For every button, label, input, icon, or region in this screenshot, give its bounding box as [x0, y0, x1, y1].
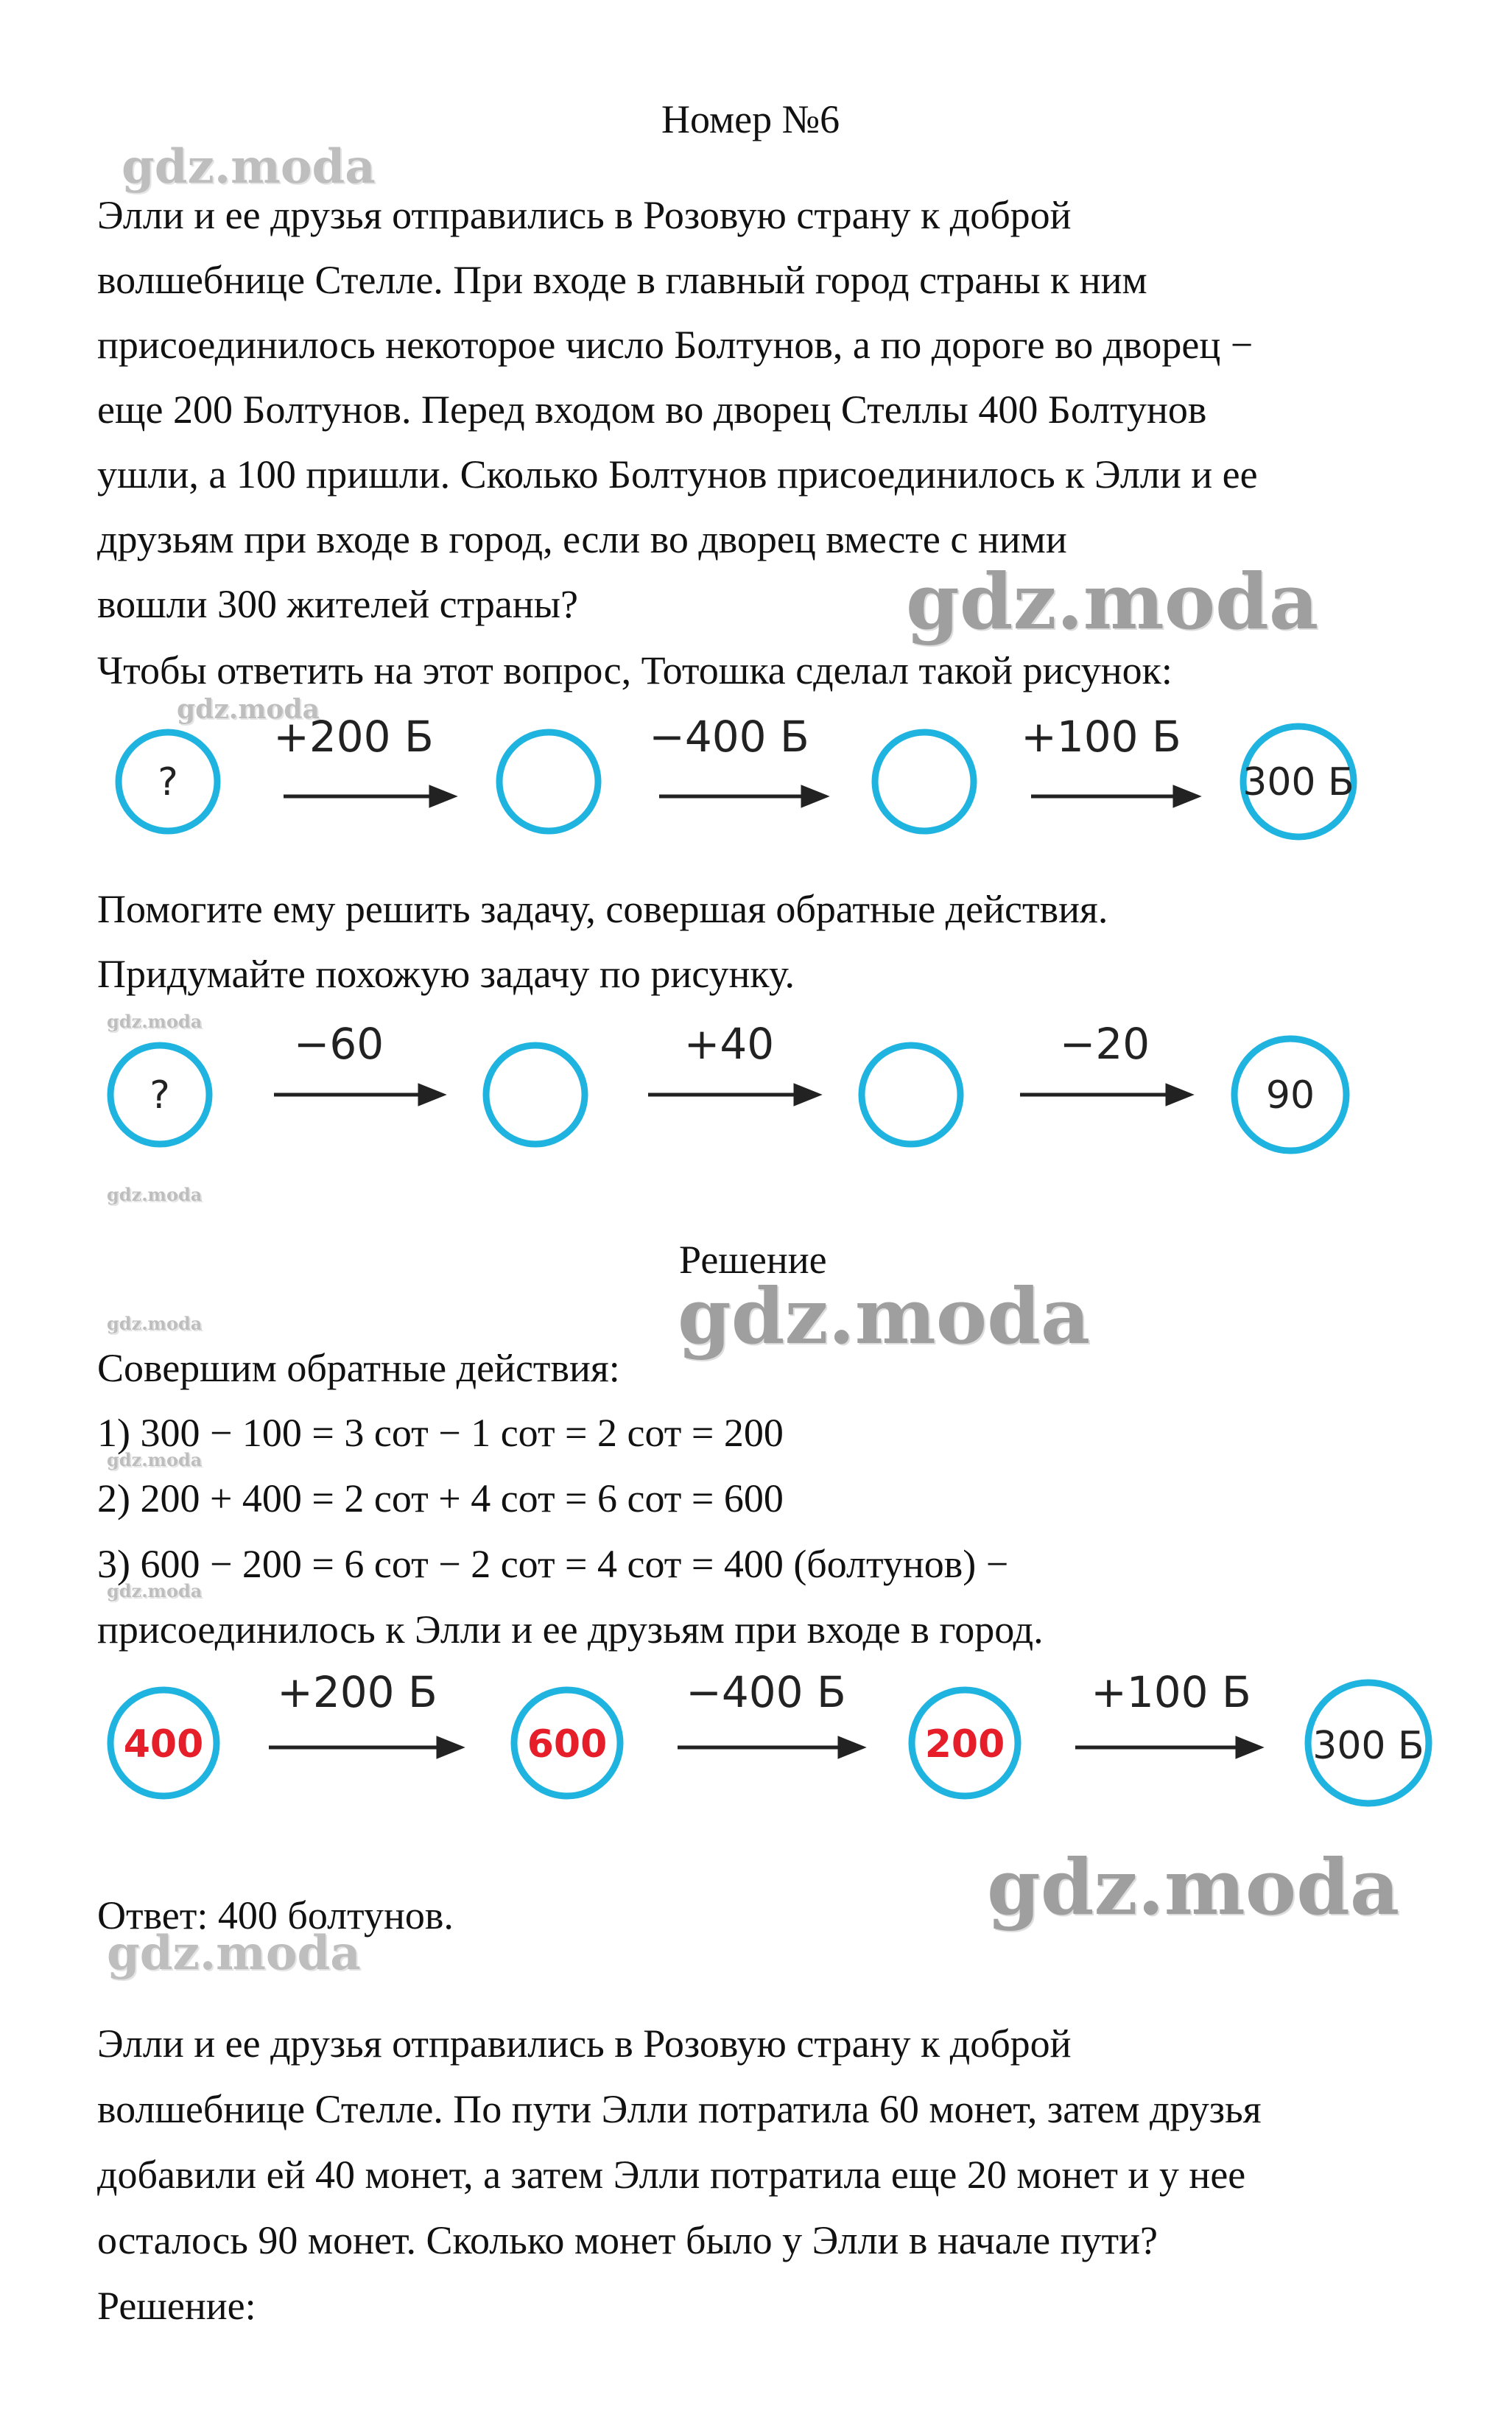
answer: Ответ: 400 болтунов.	[97, 1893, 454, 1937]
problem-line: присоединилось некоторое число Болтунов, а по дороге во дворец −	[97, 323, 1253, 367]
problem-line: вошли 300 жителей страны?	[97, 582, 578, 626]
solution-title: Решение	[679, 1238, 827, 1282]
circle-label: 300 Б	[1242, 760, 1354, 804]
operation-label: −400 Б	[686, 1669, 846, 1717]
problem-line: еще 200 Болтунов. Перед входом во дворец Стеллы 400 Болтунов	[97, 387, 1207, 432]
operation-label: −20	[1059, 1020, 1150, 1069]
problem-line: ушли, а 100 пришли. Сколько Болтунов присоединилось к Элли и ее	[97, 452, 1258, 497]
operation-label: −60	[293, 1020, 384, 1069]
arrow-icon	[284, 788, 1197, 805]
solution-line: 2) 200 + 400 = 2 сот + 4 сот = 6 сот = 600	[97, 1476, 784, 1521]
circle-label: 200	[924, 1722, 1005, 1767]
watermark: gdz.moda	[987, 1842, 1400, 1932]
page-title: Номер №6	[661, 97, 840, 141]
solution-line: 1) 300 − 100 = 3 сот − 1 сот = 2 сот = 200	[97, 1411, 784, 1455]
solution-line: Совершим обратные действия:	[97, 1346, 620, 1390]
problem-line: Элли и ее друзья отправились в Розовую страну к доброй	[97, 193, 1072, 237]
circle-label: 400	[123, 1722, 204, 1767]
watermark: gdz.moda	[906, 556, 1319, 647]
help-line: Придумайте похожую задачу по рисунку.	[97, 952, 795, 996]
diagram-answer	[0, 1669, 1512, 1816]
operation-label: +200 Б	[277, 1669, 437, 1717]
watermark: gdz.moda	[107, 1580, 203, 1602]
own-problem-line: Элли и ее друзья отправились в Розовую страну к доброй	[97, 2021, 1072, 2066]
own-problem-line: добавили ей 40 монет, а затем Элли потратила еще 20 монет и у нее	[97, 2153, 1246, 2197]
operation-label: +100 Б	[1021, 712, 1181, 762]
watermark: gdz.moda	[122, 139, 376, 194]
circle-label: 90	[1265, 1073, 1315, 1118]
circle-label: ?	[150, 1073, 170, 1118]
circle-label: 600	[527, 1722, 608, 1767]
diagram-tototshka	[0, 707, 1512, 855]
watermark: gdz.moda	[177, 694, 320, 725]
arrow-icon	[269, 1739, 1259, 1756]
diagram-circle	[486, 1045, 585, 1144]
watermark: gdz.moda	[107, 1184, 203, 1205]
arrow-icon	[274, 1086, 1189, 1104]
circle-label: 300 Б	[1312, 1724, 1424, 1768]
help-line: Помогите ему решить задачу, совершая обратные действия.	[97, 887, 1108, 931]
operation-label: +200 Б	[273, 712, 434, 762]
diagram-circle	[499, 732, 598, 831]
operation-label: −400 Б	[649, 712, 809, 762]
diagram-circle	[875, 732, 974, 831]
problem-line: волшебнице Стелле. При входе в главный город страны к ним	[97, 258, 1147, 302]
diagram-circle	[862, 1045, 960, 1144]
problem-line: друзьям при входе в город, если во дворец вместе с ними	[97, 517, 1067, 561]
watermark: gdz.moda	[107, 1313, 203, 1334]
operation-label: +100 Б	[1091, 1669, 1251, 1717]
problem-line: Чтобы ответить на этот вопрос, Тотошка сделал такой рисунок:	[97, 648, 1172, 692]
watermark: gdz.moda	[107, 1449, 203, 1470]
diagram-similar-task	[0, 1020, 1512, 1168]
watermark: gdz.moda	[107, 1011, 203, 1032]
own-problem-line: волшебнице Стелле. По пути Элли потратила 60 монет, затем друзья	[97, 2087, 1262, 2131]
operation-label: +40	[683, 1020, 775, 1069]
solution-line: 3) 600 − 200 = 6 сот − 2 сот = 4 сот = 400 (болтунов) −	[97, 1542, 1009, 1586]
own-problem-line: осталось 90 монет. Сколько монет было у Элли в начале пути?	[97, 2218, 1158, 2262]
solution-line: присоединилось к Элли и ее друзьям при входе в город.	[97, 1607, 1044, 1652]
own-solution-label: Решение:	[97, 2284, 256, 2328]
circle-label: ?	[158, 760, 178, 804]
watermark: gdz.moda	[107, 1926, 361, 1981]
watermark: gdz.moda	[678, 1271, 1091, 1361]
